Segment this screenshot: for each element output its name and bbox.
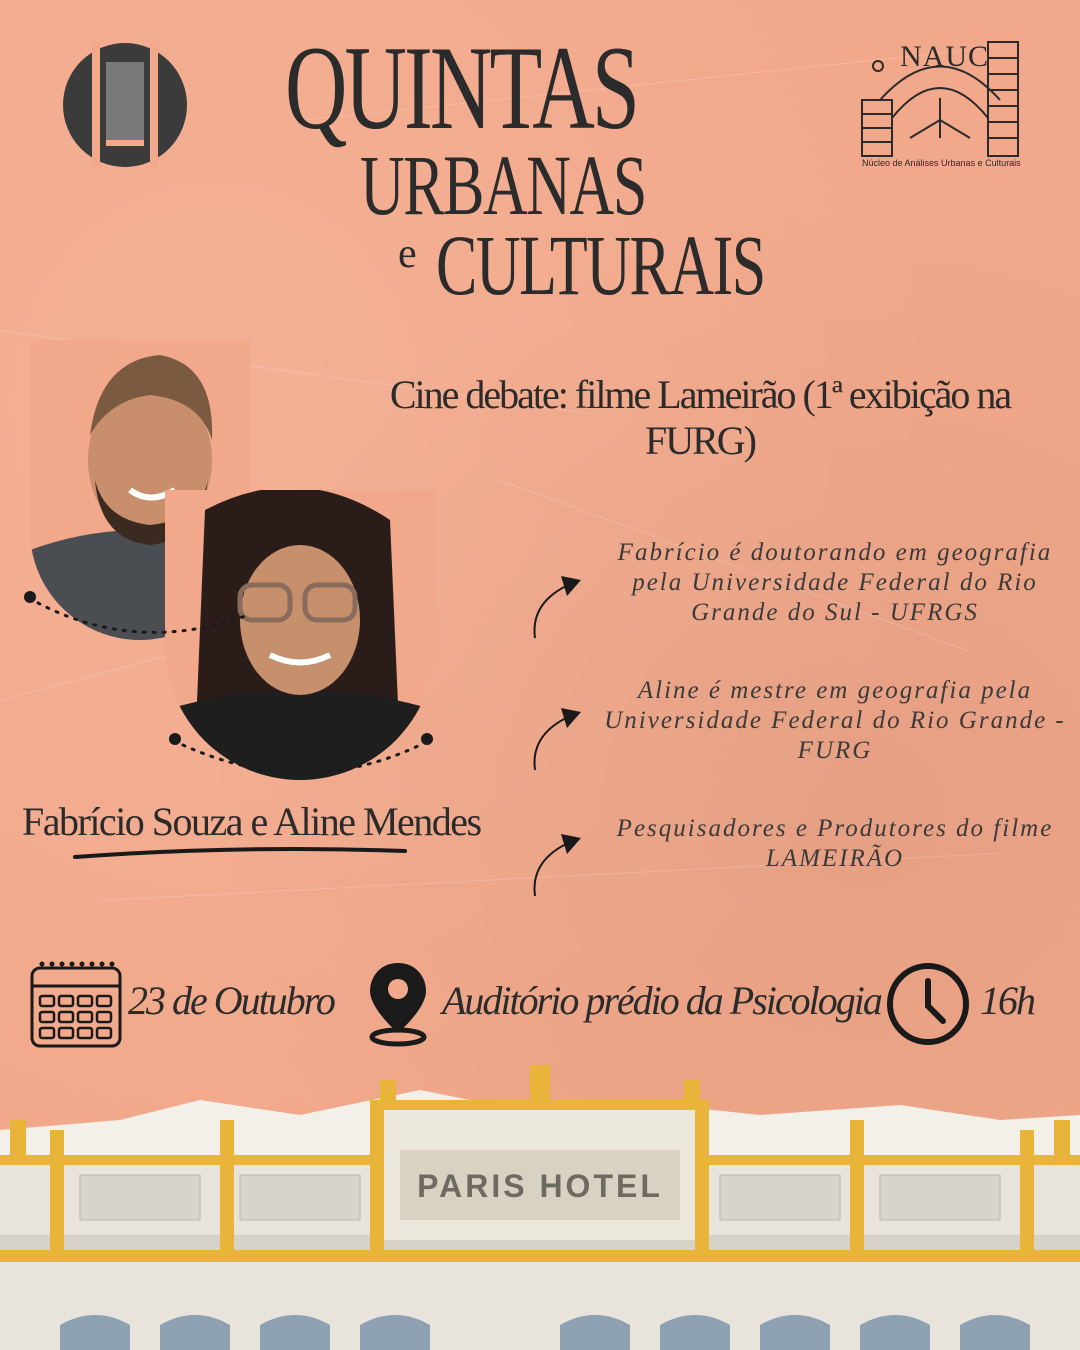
event-time: 16h (980, 978, 1034, 1023)
nauc-logo-subtitle: Núcleo de Análises Urbanas e Culturais (862, 158, 1021, 168)
title-conjunction: e (398, 231, 417, 277)
paris-hotel-building (0, 1060, 1080, 1350)
photo-frame-dots-1 (18, 585, 258, 645)
calendar-icon (30, 960, 122, 1048)
event-location: Auditório prédio da Psicologia (442, 978, 881, 1023)
nauc-logo-text: NAUC (900, 40, 990, 73)
university-logo (62, 42, 188, 168)
arrow-icon (525, 702, 585, 772)
name-underline (70, 843, 410, 863)
arrow-icon (525, 570, 585, 640)
event-details (0, 955, 1080, 1055)
clock-icon (885, 961, 971, 1047)
photo-frame-dots-2 (165, 725, 445, 785)
event-date: 23 de Outubro (128, 978, 334, 1023)
arrow-icon (525, 828, 585, 898)
location-pin-icon (366, 959, 430, 1047)
event-title: Cine debate: filme Lameirão (1ª exibição na FURG) (389, 372, 1011, 463)
hotel-sign: PARIS HOTEL (417, 1168, 663, 1204)
bio-fabricio: Fabrício é doutorando em geografia pela Universidade Federal do Rio Grande do Sul - UFRGS (617, 539, 1053, 626)
title-line-2: URBANAS (360, 137, 646, 233)
bio-aline: Aline é mestre em geografia pela Universidade Federal do Rio Grande - FURG (604, 677, 1066, 764)
title-line-3: CULTURAIS (436, 217, 765, 313)
bio-producers: Pesquisadores e Produtores do filme LAMEIRÃO (616, 815, 1054, 872)
speaker-names: Fabrício Souza e Aline Mendes (22, 799, 481, 844)
title-line-1: QUINTAS (285, 21, 638, 154)
